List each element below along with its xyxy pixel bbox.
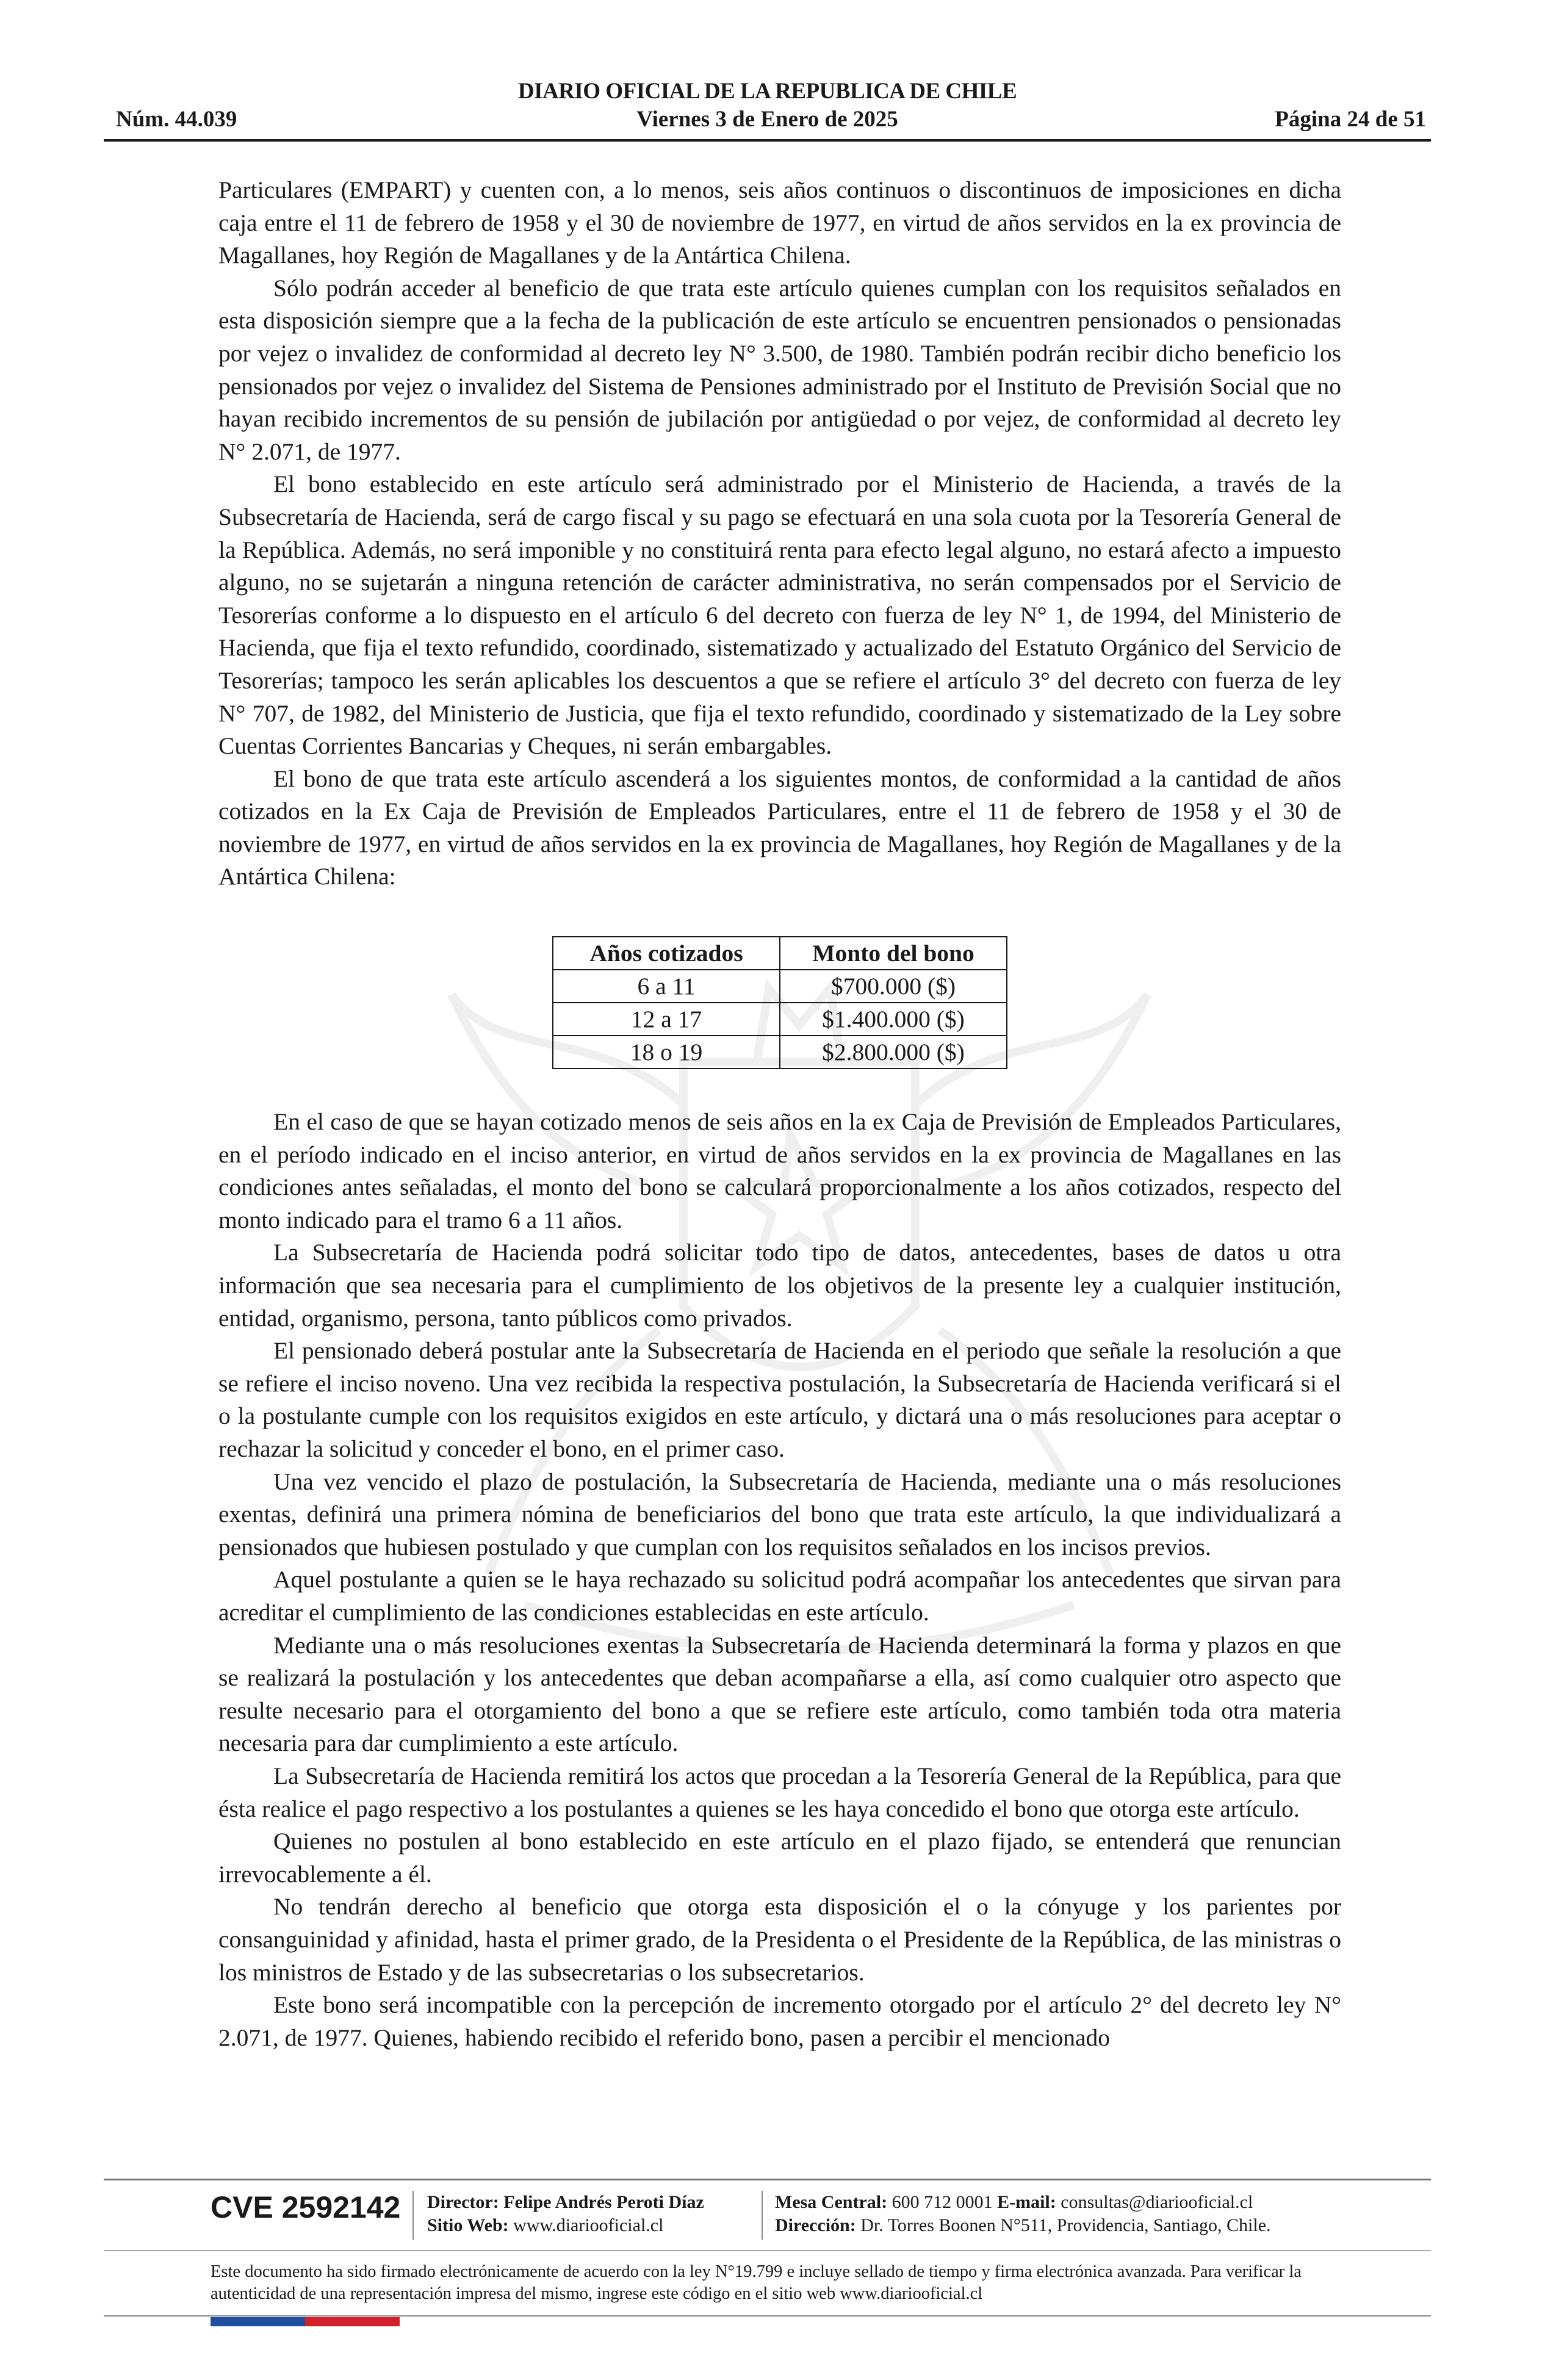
table-header-row [553,937,1007,970]
paragraph: En el caso de que se hayan cotizado menos de seis años en la ex Caja de Previsión de Empleados Particulares, en el período indicado en el inciso anterior, en virtud de años servidos en la ex provincia de Magallanes en las condiciones antes señaladas, el monto del bono se calculará proporcionalmente a los años cotizados, respecto del monto indicado para el tramo 6 a 11 años. [218,1108,1341,1233]
address-value: Dr. Torres Boonen N°511, Providencia, Santiago, Chile. [860,2215,1271,2235]
paragraph: Mediante una o más resoluciones exentas la Subsecretaría de Hacienda determinará la forma y plazos en que se realizará la postulación y los antecedentes que deban acompañarse a ella, así como cualquier otro aspecto que resulte necesario para el otorgamiento del bono a que se refiere este artículo, como también toda otra materia necesaria para dar cumplimiento a este artículo. [218,1631,1341,1757]
publication-title: DIARIO OFICIAL DE LA REPUBLICA DE CHILE [517,79,1017,104]
table-cell: $1.400.000 ($) [780,1003,1007,1036]
article-body [218,174,1341,2054]
paragraph: La Subsecretaría de Hacienda remitirá los actos que procedan a la Tesorería General de la República, para que ésta realice el pago respectivo a los postulantes a quienes se les haya concedido el bono que otorga este artículo. [218,1762,1341,1822]
footer-divider [104,2250,1431,2251]
page-number: Página 24 de 51 [1275,107,1426,132]
bono-table-container [218,936,1341,1069]
bono-amount-table [552,936,1007,1069]
email-link[interactable]: consultas@diariooficial.cl [1061,2192,1253,2212]
director-info [427,2191,704,2214]
cve-code: CVE 2592142 [211,2190,401,2224]
paragraph: Sólo podrán acceder al beneficio de que trata este artículo quienes cumplan con los requisitos señalados en esta disposición siempre que a la fecha de la publicación de este artículo se encuentren pensionados o pensionadas por vejez o invalidez de conformidad al decreto ley N° 3.500, de 1980. También podrán recibir dicho beneficio los pensionados por vejez o invalidez del Sistema de Pensiones administrado por el Instituto de Previsión Social que no hayan recibido incrementos de su pensión de jubilación por antigüedad o por vejez, de conformidad al decreto ley N° 2.071, de 1977. [218,274,1341,465]
footer-divider [104,2179,1431,2180]
footer-divider [104,2315,1431,2317]
paragraph: No tendrán derecho al beneficio que otorga esta disposición el o la cónyuge y los parientes por consanguinidad y afinidad, hasta el primer grado, de la Presidenta o el Presidente de la República, de las ministras o los ministros de Estado y de las subsecretarias o los subsecretarios. [218,1893,1341,1986]
table-row [553,1003,1007,1036]
column-header-amount: Monto del bono [780,937,1007,970]
paragraph: La Subsecretaría de Hacienda podrá solicitar todo tipo de datos, antecedentes, bases de datos u otra información que sea necesaria para el cumplimiento de los objetivos de la presente ley a cualquier institución, entidad, organismo, persona, tanto públicos como privados. [218,1239,1341,1332]
mesa-phone: 600 712 0001 [891,2192,993,2212]
paragraph: Este bono será incompatible con la percepción de incremento otorgado por el artículo 2° del decreto ley N° 2.071, de 1977. Quienes, habiendo recibido el referido bono, pasen a percibir el mencionado [218,1991,1341,2051]
paragraph: Aquel postulante a quien se le haya rechazado su solicitud podrá acompañar los antecedentes que sirvan para acreditar el cumplimiento de las condiciones establecidas en este artículo. [218,1566,1341,1626]
website-info [427,2214,663,2237]
table-row [553,970,1007,1003]
signature-note: Este documento ha sido firmado electrónicamente de acuerdo con la ley N°19.799 e incluye sellado de tiempo y firma electrónica avanzada. Para verificar la autenticidad de una representación impresa del mismo, ingrese este código en el sitio web www.diariooficial.cl [211,2262,1302,2303]
flag-stripe-blue [211,2317,305,2326]
paragraph: El bono de que trata este artículo ascenderá a los siguientes montos, de conformidad a la cantidad de años cotizados en la Ex Caja de Previsión de Empleados Particulares, entre el 11 de febrero de 1958 y el 30 de noviembre de 1977, en virtud de años servidos en la ex provincia de Magallanes, hoy Región de Magallanes y de la Antártica Chilena: [218,765,1341,890]
issue-number: Núm. 44.039 [116,107,237,132]
column-header-years: Años cotizados [553,937,780,970]
paragraph: El pensionado deberá postular ante la Subsecretaría de Hacienda en el periodo que señale la resolución a que se refiere el inciso noveno. Una vez recibida la respectiva postulación, la Subsecretaría de Hacienda verificará si el o la postulante cumple con los requisitos exigidos en este artículo, y dictará una o más resoluciones para aceptar o rechazar la solicitud y conceder el bono, en el primer caso. [218,1337,1341,1462]
flag-stripe [211,2317,400,2326]
footer-separator [762,2191,763,2240]
table-cell: 18 o 19 [553,1036,780,1069]
paragraph: El bono establecido en este artículo será administrado por el Ministerio de Hacienda, a través de la Subsecretaría de Hacienda, será de cargo fiscal y su pago se efectuará en una sola cuota por la Tesorería General de la República. Además, no será imponible y no constituirá renta para efecto legal alguno, no estará afecto a impuesto alguno, no se sujetarán a ninguna retención de carácter administrativa, no serán compensados por el Servicio de Tesorerías conforme a lo dispuesto en el artículo 6 del decreto con fuerza de ley N° 1, de 1994, del Ministerio de Hacienda, que fija el texto refundido, coordinado, sistematizado y actualizado del Estatuto Orgánico del Servicio de Tesorerías; tampoco les serán aplicables los descuentos a que se refiere el artículo 3° del decreto con fuerza de ley N° 707, de 1982, del Ministerio de Justicia, que fija el texto refundido, coordinado y sistematizado de la Ley sobre Cuentas Corrientes Bancarias y Cheques, ni serán embargables. [218,471,1341,760]
footer-separator [412,2191,414,2240]
email-label: E-mail: [997,2192,1056,2212]
paragraph: Quienes no postulen al bono establecido en este artículo en el plazo fijado, se entenderá que renuncian irrevocablemente a él. [218,1828,1341,1888]
website-label: Sitio Web: [427,2215,509,2235]
table-row [553,1036,1007,1069]
director-label: Director: [427,2192,499,2212]
table-cell: 6 a 11 [553,970,780,1003]
paragraph: Particulares (EMPART) y cuenten con, a lo menos, seis años continuos o discontinuos de imposiciones en dicha caja entre el 11 de febrero de 1958 y el 30 de noviembre de 1977, en virtud de años servidos en la ex provincia de Magallanes, hoy Región de Magallanes y de la Antártica Chilena. [218,176,1341,269]
flag-stripe-red [305,2317,400,2326]
website-link[interactable]: www.diariooficial.cl [513,2215,664,2235]
table-cell: 12 a 17 [553,1003,780,1036]
page-header [104,78,1431,142]
mesa-label: Mesa Central: [775,2192,888,2212]
table-cell: $700.000 ($) [780,970,1007,1003]
address-info [775,2214,1271,2237]
paragraph: Una vez vencido el plazo de postulación, la Subsecretaría de Hacienda, mediante una o más resoluciones exentas, definirá una primera nómina de beneficiarios del bono que trata este artículo, la que individualizará a pensionados que hubiesen postulado y que cumplan con los requisitos señalados en los incisos previos. [218,1468,1341,1560]
director-name: Felipe Andrés Peroti Díaz [503,2192,704,2212]
address-label: Dirección: [775,2215,856,2235]
contact-info [775,2191,1253,2214]
table-cell: $2.800.000 ($) [780,1036,1007,1069]
issue-date: Viernes 3 de Enero de 2025 [636,107,898,132]
